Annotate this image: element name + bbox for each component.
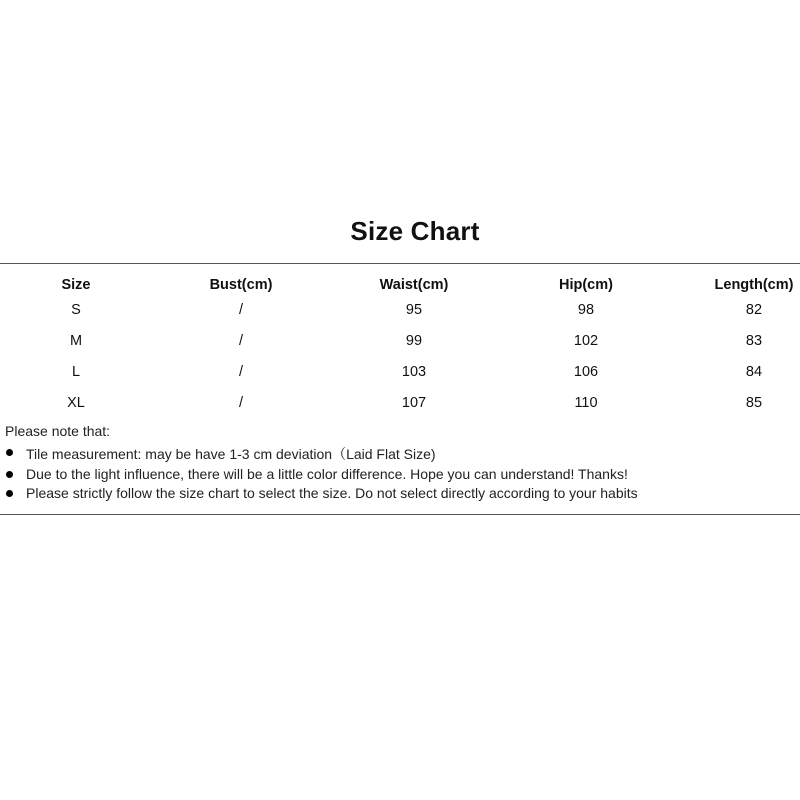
size-cell: M (69, 333, 83, 349)
waist-cell: 99 (405, 333, 423, 349)
top-divider (0, 263, 800, 264)
table-header-row (0, 277, 800, 302)
length-cell: 83 (745, 333, 763, 349)
bullet-icon (6, 471, 13, 478)
notes-heading: Please note that: (5, 423, 111, 439)
note-text: Due to the light influence, there will be a little color difference. Hope you can understand! Thanks! (26, 466, 628, 482)
bust-cell: / (238, 364, 244, 380)
header-size: Size (61, 277, 91, 293)
waist-cell: 95 (405, 302, 423, 318)
length-cell: 85 (745, 395, 763, 411)
waist-cell: 107 (401, 395, 427, 411)
header-waist: Waist(cm) (379, 277, 449, 293)
note-text: Tile measurement: may be have 1-3 cm deviation（Laid Flat Size) (26, 446, 436, 462)
hip-cell: 110 (574, 395, 598, 411)
note-item (5, 444, 795, 466)
bullet-icon (6, 449, 13, 456)
size-cell: L (71, 364, 81, 380)
length-cell: 82 (745, 302, 763, 318)
size-table (0, 277, 800, 426)
bullet-icon (6, 490, 13, 497)
hip-cell: 102 (573, 333, 599, 349)
length-cell: 84 (745, 364, 763, 380)
hip-cell: 106 (573, 364, 599, 380)
table-row (0, 333, 800, 364)
table-row (0, 302, 800, 333)
note-item (5, 466, 795, 485)
hip-cell: 98 (577, 302, 595, 318)
table-row (0, 364, 800, 395)
notes-section (5, 423, 795, 504)
note-text: Please strictly follow the size chart to select the size. Do not select directly according to your habits (26, 485, 638, 501)
header-bust: Bust(cm) (209, 277, 273, 293)
table-row (0, 395, 800, 426)
bust-cell: / (238, 333, 244, 349)
bust-cell: / (238, 395, 244, 411)
bust-cell: / (238, 302, 244, 318)
header-length: Length(cm) (714, 277, 794, 293)
bottom-divider (0, 514, 800, 515)
note-item (5, 485, 795, 504)
waist-cell: 103 (401, 364, 427, 380)
header-hip: Hip(cm) (559, 277, 613, 293)
size-cell: XL (67, 395, 85, 411)
page-title: Size Chart (350, 216, 480, 246)
size-cell: S (71, 302, 81, 318)
